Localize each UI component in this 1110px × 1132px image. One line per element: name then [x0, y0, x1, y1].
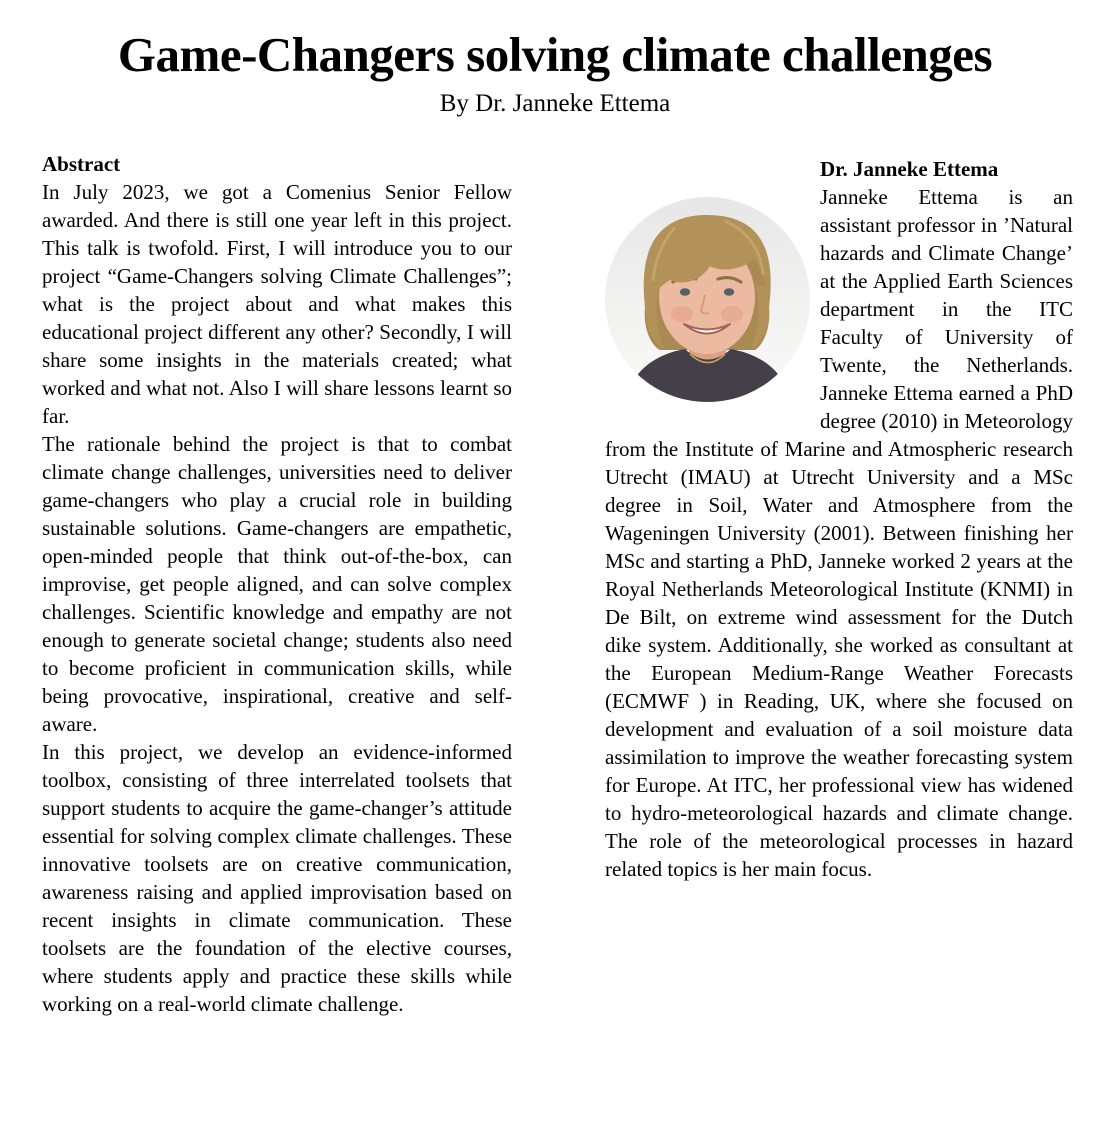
abstract-paragraph: In July 2023, we got a Comenius Senior Fellow awarded. And there is still one year left in this project. This talk is twofold. First, I will introduce you to our project “Game-Changers solving Climate Challenges”; what is the project about and what makes this educational project different any other? Secondly, I will share some insights in the materials created; what worked and what not. Also I will share lessons learnt so far.: [42, 180, 512, 428]
bio-heading: Dr. Janneke Ettema: [820, 157, 999, 181]
page-title: Game-Changers solving climate challenges: [117, 27, 993, 82]
abstract-heading: Abstract: [42, 152, 121, 176]
eye-left: [680, 288, 690, 296]
portrait-photo-image: [605, 197, 810, 402]
bio-text: Janneke Ettema is an assistant professor in ’Natural hazards and Climate Change’ at the Applied Earth Sciences department in the ITC Faculty of University of Twente, the Netherlands. Janneke Ettema earned a PhD degree (2010) in Meteorology from the Institute of Marine and Atmospheric research Utrecht (IMAU) at Utrecht University and a MSc degree in Soil, Water and Atmosphere from the Wageningen University (2001). Between finishing her MSc and starting a PhD, Janneke worked 2 years at the Royal Netherlands Meteorological Institute (KNMI) in De Bilt, on extreme wind assessment for the Dutch dike system. Additionally, she worked as consultant at the European Medium-Range Weather Forecasts (ECMWF ) in Reading, UK, where she focused on development and evaluation of a soil moisture data assimilation to improve the weather forecasting system for Europe. At ITC, her professional view has widened to hydro-meteorological hazards and climate change. The role of the meteorological processes in hazard related topics is her main focus.: [605, 185, 1073, 881]
eye-right: [724, 288, 734, 296]
abstract-paragraph: The rationale behind the project is that to combat climate change challenges, universities need to deliver game-changers who play a crucial role in building sustainable solutions. Game-changers are empathetic, open-minded people that think out-of-the-box, can improvise, get people aligned, and can solve complex challenges. Scientific knowledge and empathy are not enough to generate societal change; students also need to become proficient in communication skills, while being provocative, inspirational, creative and self-aware.: [42, 432, 512, 736]
abstract-column: [42, 150, 512, 1018]
cheek-left: [671, 306, 693, 322]
bio-column: [605, 155, 1073, 883]
portrait-photo: [605, 155, 820, 435]
cheek-right: [721, 306, 743, 322]
byline: By Dr. Janneke Ettema: [439, 90, 671, 117]
abstract-paragraph: In this project, we develop an evidence-informed toolbox, consisting of three interrelated toolsets that support students to acquire the game-changer’s attitude essential for solving complex climate challenges. These innovative toolsets are on creative communication, awareness raising and applied improvisation based on recent insights in climate communication. These toolsets are the foundation of the elective courses, where students apply and practice these skills while working on a real-world climate challenge.: [42, 740, 512, 1016]
